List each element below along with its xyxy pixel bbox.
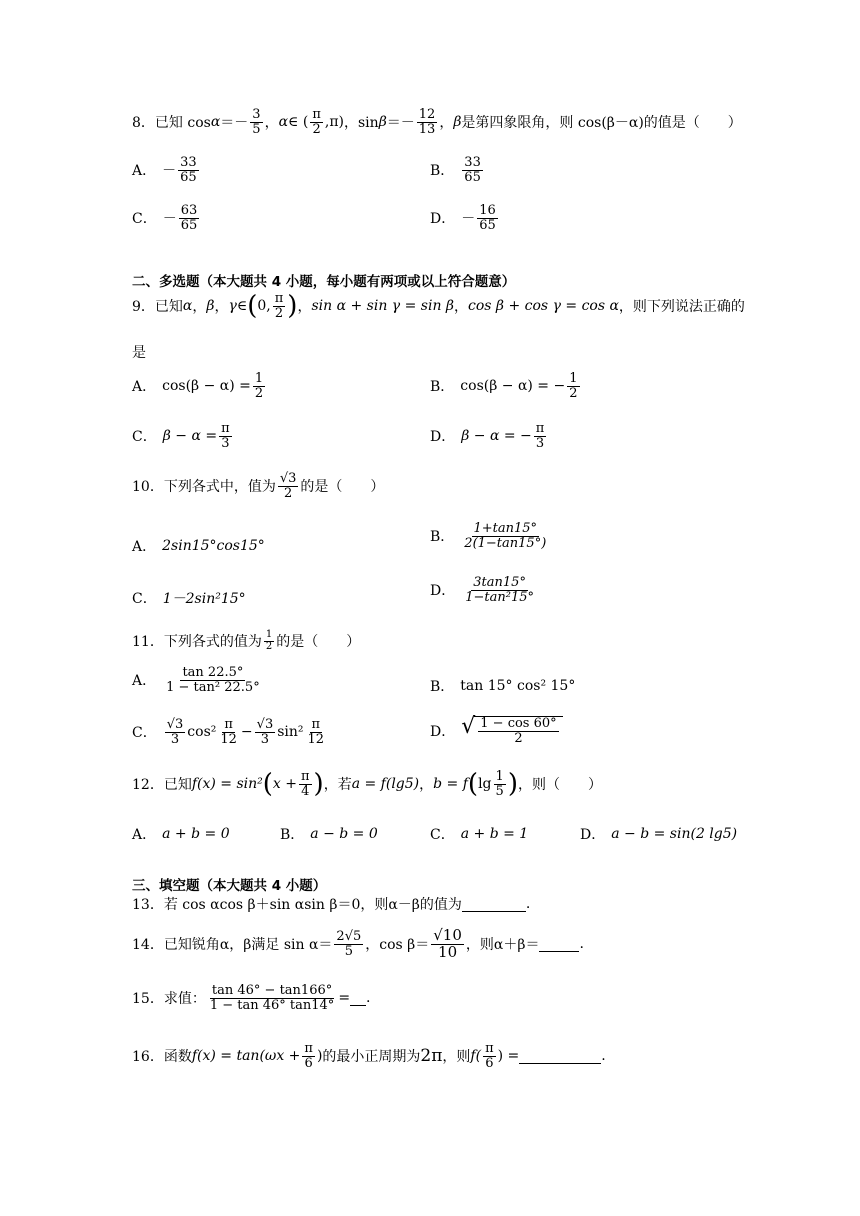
answer-blank[interactable] xyxy=(539,937,579,952)
q11-option-a[interactable]: A． tan 22.5° 1 − tan² 22.5° xyxy=(132,665,260,695)
q10-option-c[interactable]: C． 1－2sin²15° xyxy=(132,591,246,607)
q8-option-c[interactable]: C． － 63 65 xyxy=(132,203,198,233)
q12-option-d[interactable]: D． a − b = sin(2 lg5) xyxy=(580,826,738,843)
q8-option-a[interactable]: A． － 33 65 xyxy=(132,155,197,185)
question-13: 13． 若 cos αcos β＋sin αsin β＝0，则α－β的值为 . xyxy=(132,896,531,913)
q9-option-d[interactable]: D． β − α = − $\frac{\pi}{3}$ xyxy=(430,421,545,451)
q10-option-a[interactable]: A． 2sin15°cos15° xyxy=(132,538,265,555)
q11-option-c[interactable]: C． √3 3 cos² π 12 − $\frac{√3}{3}$ sin² π 12 xyxy=(132,717,325,747)
q12-option-b[interactable]: B． a − b = 0 xyxy=(280,826,378,843)
q12-option-a[interactable]: A． a + b = 0 xyxy=(132,826,230,843)
question-12-stem: 12． 已知 f(x) = sin² ( x + $\frac{\pi}{4}$ ) ，若 a = f(lg5) ， b = f ( lg 1 5 ) ，则（ ） xyxy=(132,769,602,800)
question-10-stem: 10． 下列各式中，值为 √3 2 的是（ ） xyxy=(132,471,385,501)
question-15: 15． 求值： $\frac{\tan 46^\circ - \tan 166^\circ}{1 - \tan 46^\circ \tan 14^\circ}$ = . xyxy=(132,983,371,1013)
q8-option-b[interactable]: B． 33 65 xyxy=(430,155,481,185)
question-9-stem-cont: 是 xyxy=(132,345,146,361)
answer-blank[interactable] xyxy=(350,991,366,1006)
q11-option-b[interactable]: B． tan 15° cos² 15° xyxy=(430,678,576,695)
question-11-stem: 11． 下列各式的值为 1 2 的是（ ） xyxy=(132,629,361,652)
q9-option-a[interactable]: A． cos(β − α) = $\frac{1}{2}$ xyxy=(132,371,264,401)
q9-option-b[interactable]: B． cos(β − α) = − $\frac{1}{2}$ xyxy=(430,371,578,401)
q9-option-c[interactable]: C． β − α = $\frac{\pi}{3}$ xyxy=(132,421,230,451)
question-9-stem: 9． 已知 α ， β ， γ ∈ ( 0, π 2 ) ， sin α + sin γ = sin β ， cos β + cos γ = cos α ，则下列说法正确的 xyxy=(132,291,745,322)
fraction: 3 5 xyxy=(252,107,261,137)
question-14: 14． 已知锐角α，β满足 sin α＝ 2√5 5 ，cos β＝ √10 10 ，则α＋β＝ . xyxy=(132,926,584,961)
section-heading-fill-in: 三、填空题（本大题共 4 小题） xyxy=(132,878,327,894)
section-heading-multiple-choice: 二、多选题（本大题共 4 小题，每小题有两项或以上符合题意） xyxy=(132,274,516,290)
q8-option-d[interactable]: D． － 16 65 xyxy=(430,203,496,233)
answer-blank[interactable] xyxy=(462,897,526,912)
q11-option-d[interactable]: D． √ 1 − cos 60° 2 xyxy=(430,716,563,745)
q10-option-b[interactable]: B． 1+tan15° 2(1−tan15°) xyxy=(430,521,547,551)
answer-blank[interactable] xyxy=(519,1049,601,1064)
question-8-stem: 8． 已知 cos α ＝－ 3 5 ， α ∈ ( π 2 ,π) ，sin β ＝－ 12 13 ， β 是第四象限角，则 cos(β－α)的值是（ ） xyxy=(132,107,742,137)
q10-option-d[interactable]: D． 3tan15° 1−tan²15° xyxy=(430,575,534,605)
question-16: 16． 函数 f(x) = tan(ωx + $\frac{\pi}{6}$ ) 的最小正周期为 2π ，则 f( π 6 ) = . xyxy=(132,1041,606,1071)
q12-option-c[interactable]: C． a + b = 1 xyxy=(430,826,529,843)
